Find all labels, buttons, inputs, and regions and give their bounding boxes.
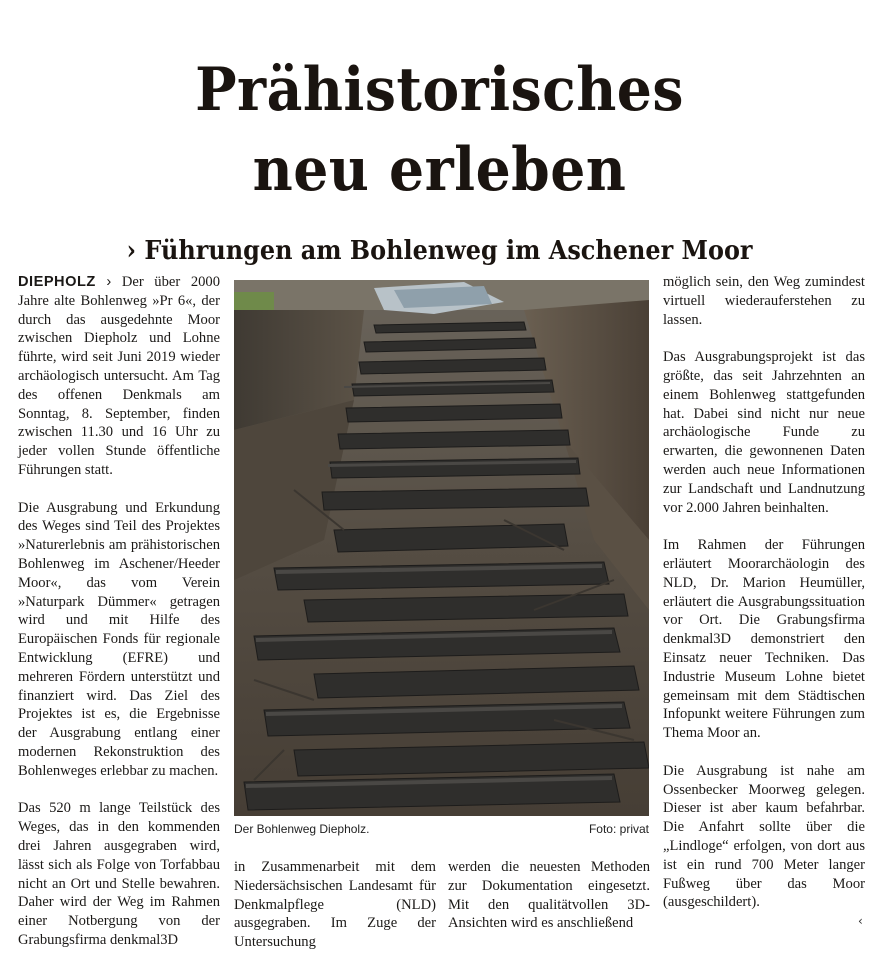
paragraph: Die Ausgrabung und Erkundung des Weges sind Teil des Projektes »Naturerlebnis am prähistorischen Bohlenweg im Aschener/Heeder Moor«, das vom Verein »Naturpark Dümmer« getragen wird und mit Hilfe des Europäischen Fonds für regionale Entwicklung (EFRE) und mehreren Fördern unterstützt und finanziert wird. Das Ziel des Projektes ist es, die Ergebnisse der Ausgrabung entlang einer modernen Rekonstruktion des Bohlenweges erlebbar zu machen.: [18, 499, 220, 779]
subheadline: › Führungen am Bohlenweg im Aschener Moor: [126, 236, 753, 266]
paragraph: [18, 273, 220, 480]
paragraph: möglich sein, den Weg zumindest virtuell wiederauferstehen zu lassen.: [663, 274, 865, 328]
photo-caption: [234, 822, 649, 836]
column-4: [663, 273, 865, 931]
excavation-photo: [234, 280, 649, 816]
headline-line-1: Prähistorisches: [195, 55, 684, 125]
headline-line-2: neu erleben: [252, 135, 627, 205]
column-3: werden die neuesten Methoden zur Dokumentation eingesetzt. Mit den qualitätvollen 3D-Ansichten wird es anschließend: [448, 859, 650, 932]
paragraph: Die Ausgrabung ist nahe am Ossenbecker Moorweg gelegen. Dieser ist aber kaum befahrbar. Die Anfahrt sollte über die „Lindloge“ erfolgen, von dort aus ist ein rund 700 Meter langer Fußweg über das Moor (ausgeschildert).: [663, 762, 865, 911]
excavation-photo-image: [234, 280, 649, 816]
dateline: DIEPHOLZ: [18, 274, 96, 290]
photo-credit: Foto: privat: [588, 822, 649, 836]
caption-text: Der Bohlenweg Diepholz.: [234, 822, 370, 836]
back-marker: ‹: [858, 914, 863, 928]
paragraph: Das Ausgrabungsprojekt ist das größte, das seit Jahrzehnten an einem Bohlenweg stattgefunden hat. Dabei sind nicht nur neue archäologische Funde zu erwarten, die gewonnenen Daten werden auch neue Informationen zur Landschaft und Landnutzung vor 2.000 Jahren beinhalten.: [663, 349, 865, 516]
paragraph-text: Der über 2000 Jahre alte Bohlenweg »Pr 6«, der durch das ausgedehnte Moor zwischen Diepholz und Lohne führte, wird seit Juni 2019 wieder archäologisch untersucht. Am Tag des offenen Denkmals am Sonntag, 8. September, finden zwischen 11.30 und 16 Uhr zu jeder vollen Stunde öffentliche Führungen statt.: [18, 274, 221, 478]
headline: [35, 50, 844, 210]
paragraph: Das 520 m lange Teilstück des Weges, das in den kommenden drei Jahren ausgegraben wird, lässt sich als Folge von Torfabbau nicht an Ort und Stelle bewahren. Daher wird der Weg im Rahmen einer Notbergung von der Grabungsfirma denkmal3D: [18, 800, 220, 948]
column-1: [18, 273, 220, 968]
paragraph: Im Rahmen der Führungen erläutert Moorarchäologin des NLD, Dr. Marion Heumüller, erläutert die Ausgrabungssituation vor Ort. Die Grabungsfirma denkmal3D demonstriert den Einsatz neuer Techniken. Das Industrie Museum Lohne bietet gemeinsam mit dem Städtischen Infopunkt weitere Führungen zum Thema Moor an.: [663, 537, 865, 742]
dateline-arrow: ›: [106, 274, 112, 290]
column-2: in Zusammenarbeit mit dem Niedersächsischen Landesamt für Denkmalpflege (NLD) ausgegraben. Im Zuge der Untersuchung: [234, 859, 436, 951]
